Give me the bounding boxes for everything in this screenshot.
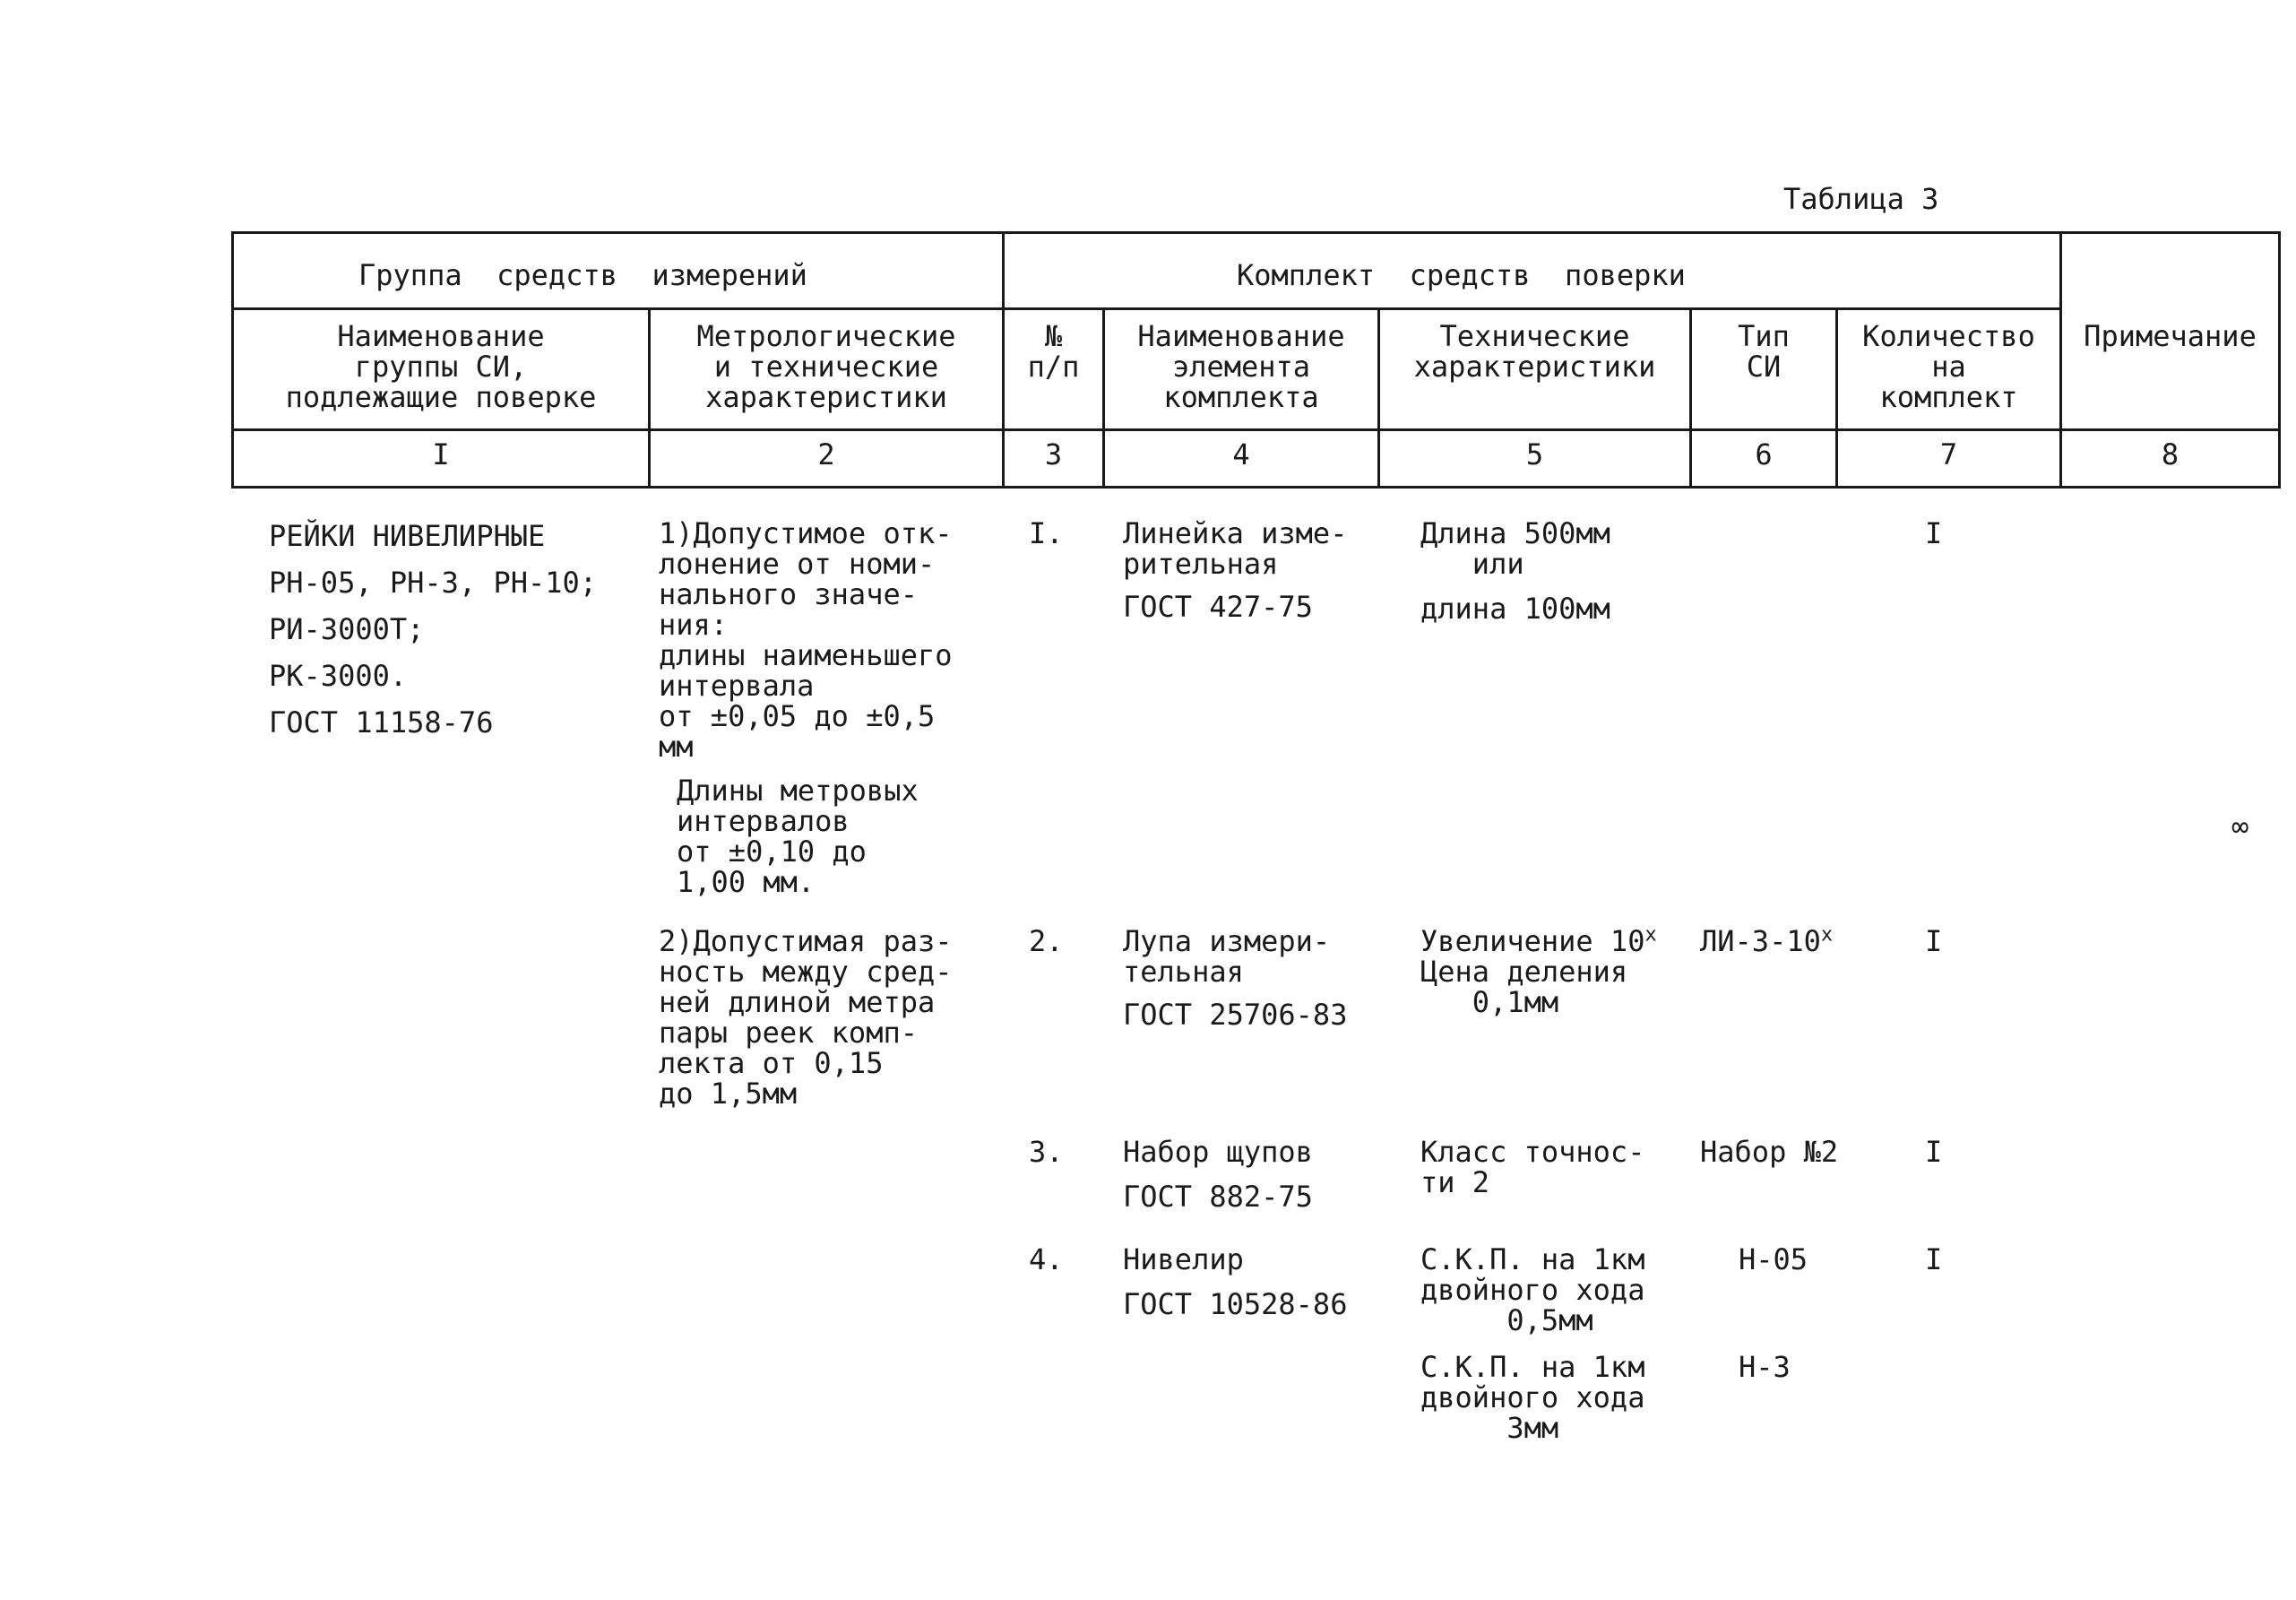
group-title: Группа средств измерений [358, 258, 807, 292]
item-tech: Цена деления 0,1мм [1420, 955, 1628, 1019]
item-tech: С.К.П. на 1км двойного хода 0,5мм [1420, 1242, 1645, 1337]
item-gost: ГОСТ 25706-83 [1123, 998, 1348, 1032]
item-name: Лупа измери- тельная [1123, 924, 1331, 989]
column-number: 3 [1044, 437, 1063, 471]
group-characteristic-1a: 1)Допустимое отк- лонение от номи- нального значе- ния: длины наименьшего интервала от ±0,05 до ±0,5 мм [659, 516, 953, 764]
item-number: 3. [1029, 1135, 1064, 1169]
item-tech: Увеличение $10^х$ [1420, 923, 1657, 958]
column-number: 5 [1525, 437, 1544, 471]
group-name: РЕЙКИ НИВЕЛИРНЫЕ РН-05, РН-3, РН-10; РИ-3000Т; РК-3000. ГОСТ 11158-76 [269, 519, 598, 739]
column-label: Примечание [2084, 319, 2257, 353]
item-quantity: I [1925, 1135, 1943, 1169]
column-label: Метрологические и технические характеристики [696, 319, 956, 414]
group-characteristic-2: 2)Допустимая раз- ность между сред- ней длиной метра пары реек комп- лекта от 0,15 до 1,5мм [659, 924, 953, 1111]
column-number: 4 [1232, 437, 1250, 471]
item-name: Набор щупов [1123, 1135, 1313, 1169]
column-label: Тип СИ [1738, 319, 1790, 384]
item-gost: ГОСТ 882-75 [1123, 1180, 1313, 1214]
item-type: $ЛИ-3-10^х$ [1700, 923, 1834, 958]
item-type: Набор №2 [1700, 1135, 1839, 1169]
column-label: Количество на комплект [1862, 319, 2035, 414]
item-quantity: I [1925, 1242, 1943, 1276]
group-characteristic-1b: Длины метровых интервалов от ±0,10 до 1,00 мм. [677, 774, 919, 899]
item-name: Линейка изме- рительная [1123, 516, 1348, 581]
item-number: I. [1029, 516, 1064, 550]
item-tech: длина 100мм [1420, 592, 1610, 626]
column-number: 6 [1755, 437, 1773, 471]
item-number: 4. [1029, 1242, 1064, 1276]
table-caption: Таблица 3 [1783, 182, 1939, 216]
item-tech: Длина 500мм или [1420, 516, 1610, 581]
column-number: 7 [1939, 437, 1958, 471]
item-type: Н-05 [1739, 1242, 1808, 1276]
column-label: Наименование группы СИ, подлежащие поверке [285, 319, 597, 414]
side-mark: ∞ [2231, 809, 2249, 843]
item-gost: ГОСТ 427-75 [1123, 590, 1313, 624]
item-number: 2. [1029, 924, 1064, 958]
item-tech: Класс точнос- ти 2 [1420, 1135, 1645, 1199]
kit-title: Комплект средств поверки [1237, 258, 1686, 292]
item-type: Н-3 [1739, 1350, 1791, 1384]
column-number: 2 [817, 437, 835, 471]
column-label: № п/п [1027, 319, 1080, 384]
item-tech: С.К.П. на 1км двойного хода 3мм [1420, 1350, 1645, 1445]
column-number: 8 [2161, 437, 2179, 471]
column-label: Технические характеристики [1413, 319, 1656, 384]
item-quantity: I [1925, 924, 1943, 958]
column-label: Наименование элемента комплекта [1137, 319, 1345, 414]
item-gost: ГОСТ 10528-86 [1123, 1287, 1348, 1321]
item-name: Нивелир [1123, 1242, 1244, 1276]
item-quantity: I [1925, 516, 1943, 550]
column-number: I [432, 437, 450, 471]
